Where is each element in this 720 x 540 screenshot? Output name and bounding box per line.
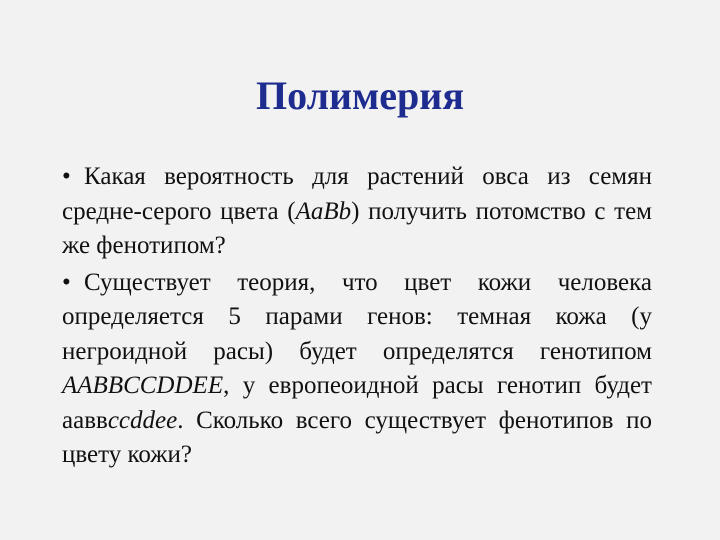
p2-text-2: , у европеоидной расы генотип будет: [223, 372, 652, 399]
bullet-icon: •: [62, 163, 71, 190]
p1-genotype: AaBb: [295, 197, 352, 225]
bullet-paragraph-1: [62, 160, 652, 264]
bullet-icon: •: [62, 268, 71, 296]
bullet-paragraph-2: [62, 266, 652, 473]
p1-text-2: ) получить потомство с тем же фенотипом?: [62, 197, 652, 259]
slide-content: [62, 160, 652, 473]
p1-text-1: Какая вероятность для растений овса из семян средне-серого цвета (: [62, 163, 652, 225]
p2-text-1: Существует теория, что цвет кожи человека определяется 5 парами генов: темная кожа (у негроидной расы) будет определятся генотипом: [62, 268, 652, 365]
p2-genotype-light-part2: ccddee: [107, 406, 178, 434]
p2-text-3: . Сколько всего существует фенотипов по цвету кожи?: [62, 406, 652, 468]
p2-genotype-light-part1: aaвв: [62, 406, 108, 434]
p2-genotype-dark: AABBCCDDEE: [62, 372, 224, 399]
slide-title: Полимерия: [255, 73, 464, 118]
